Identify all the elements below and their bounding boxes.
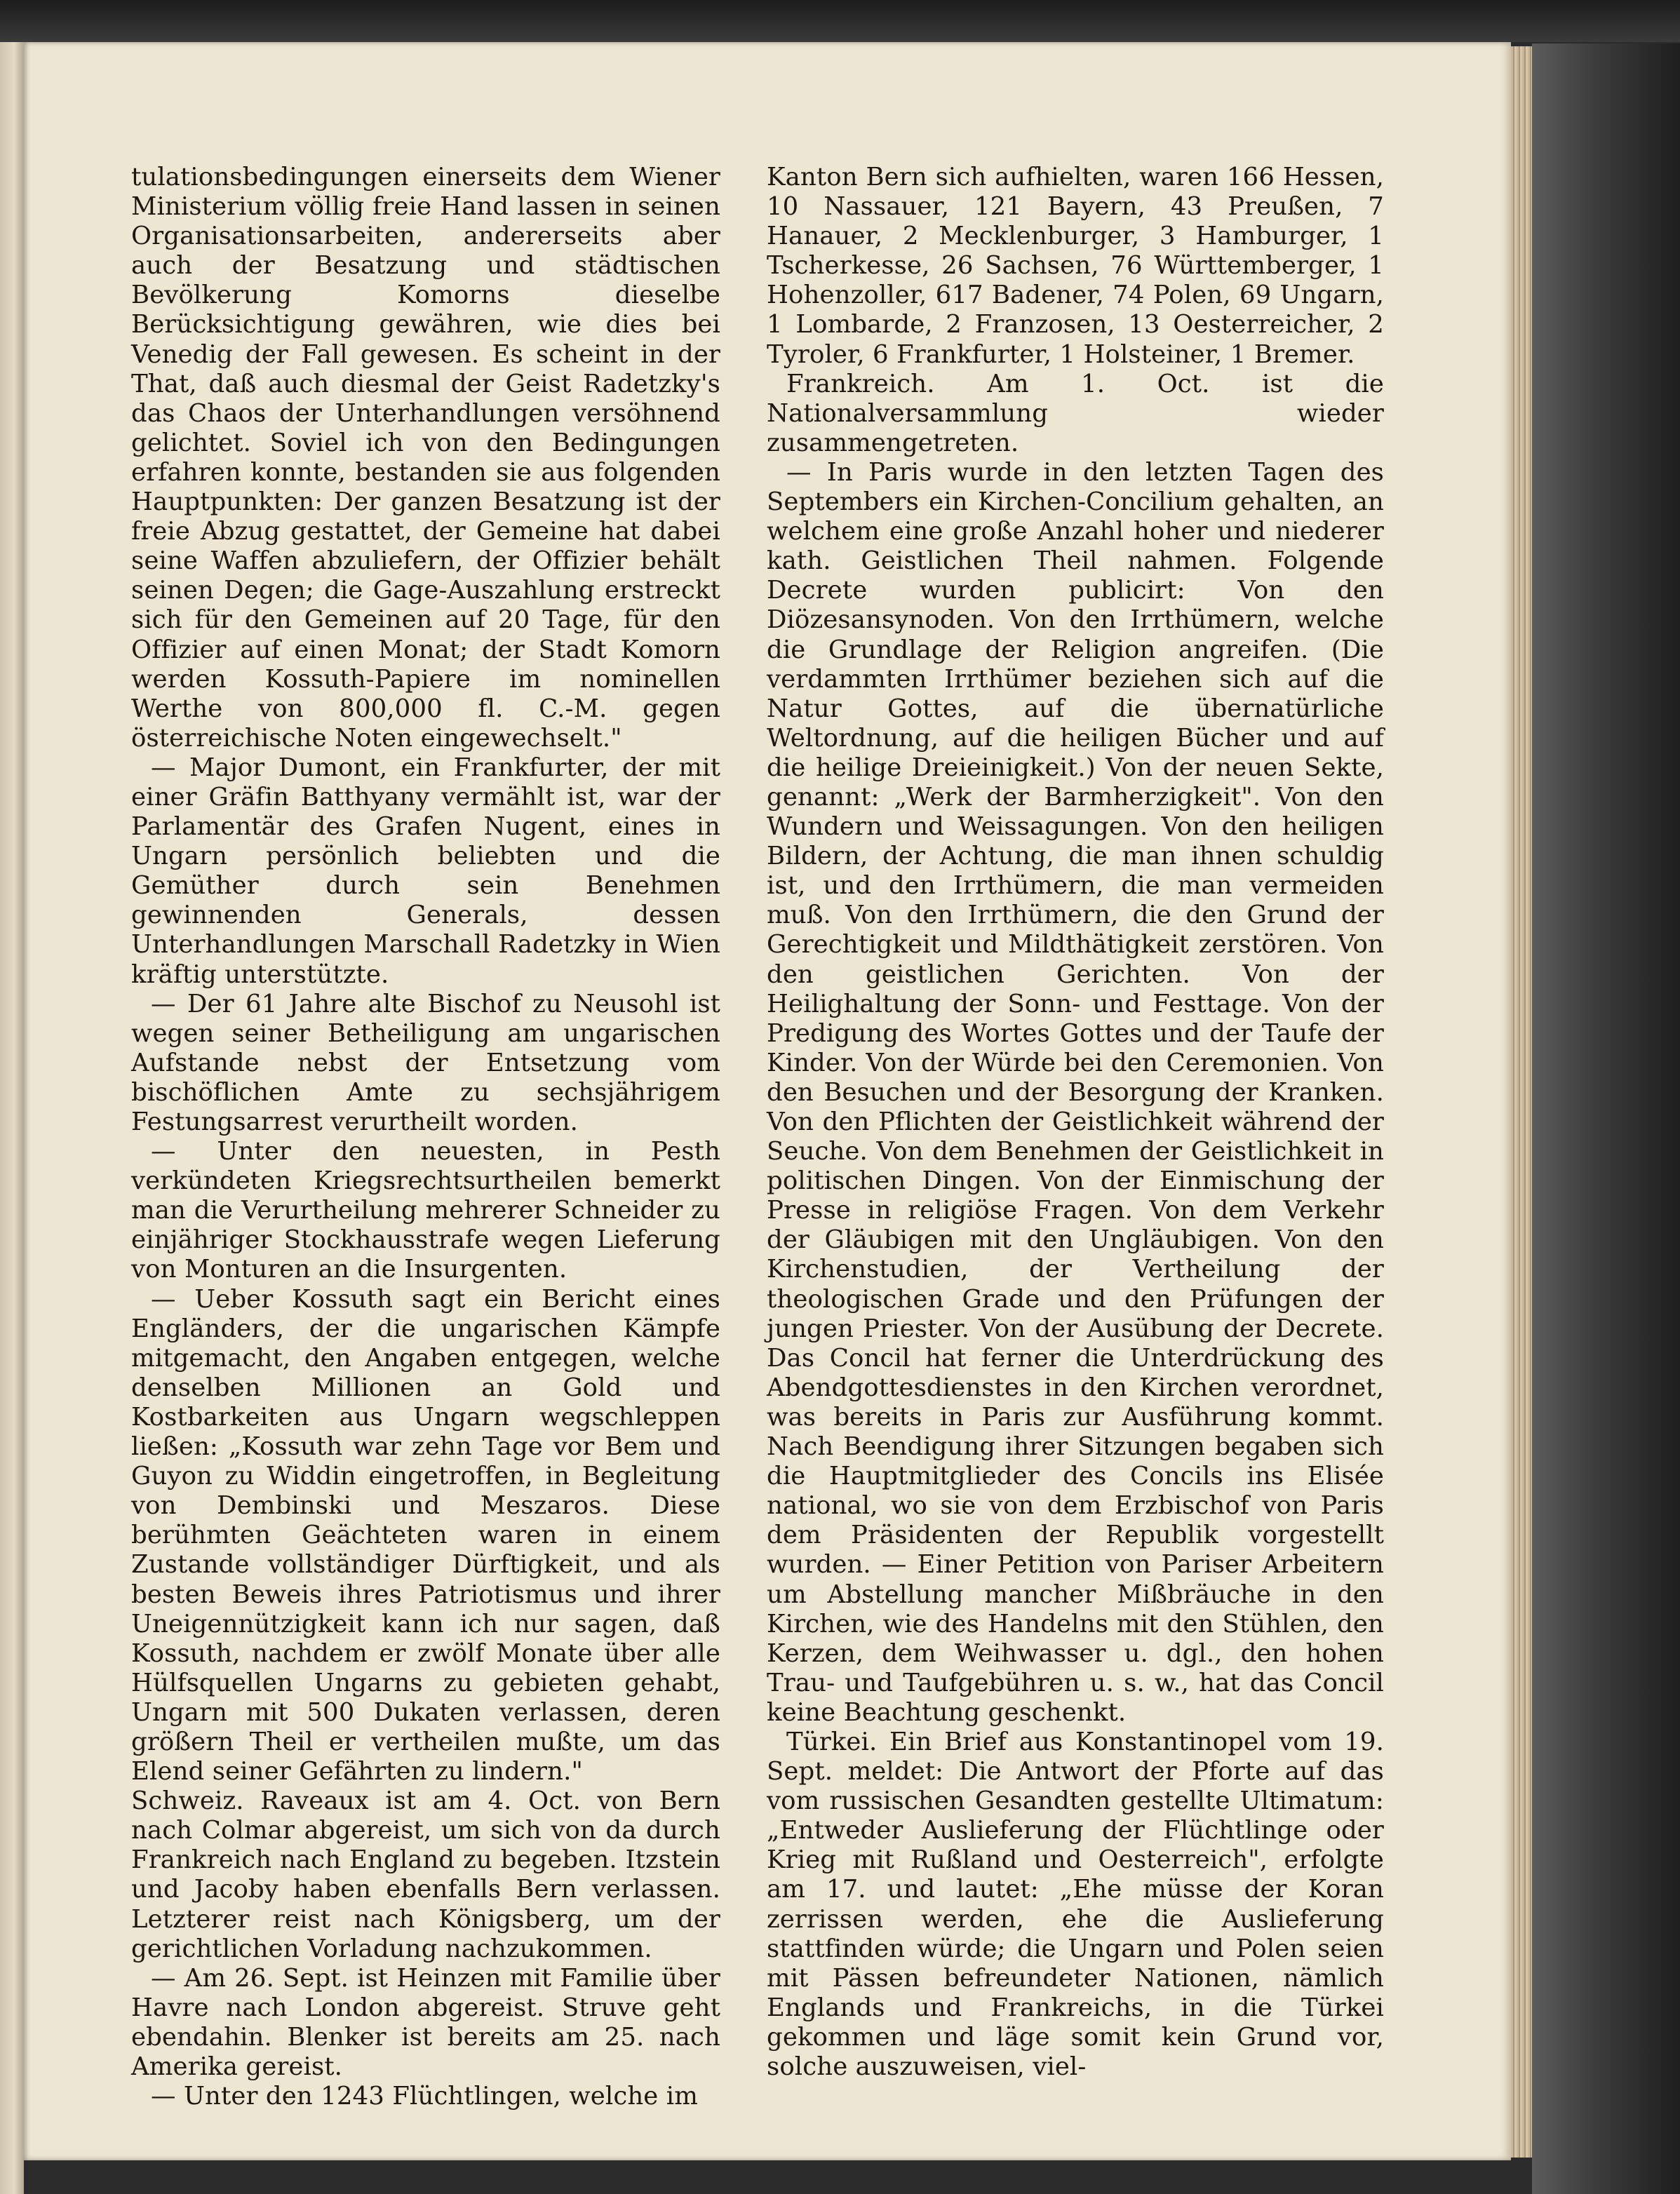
paragraph: — Ueber Kossuth sagt ein Bericht eines Engländers, der die ungarischen Kämpfe mitgemacht, den Angaben entgegen, welche denselben Millionen an Gold und Kostbarkeiten aus Ungarn wegschleppen ließen: „Kossuth war zehn Tage vor Bem und Guyon zu Widdin eingetroffen, in Begleitung von Dembinski und Meszaros. Diese berühmten Geächteten waren in einem Zustande vollständiger Dürftigkeit, und als besten Beweis ihres Patriotismus und ihrer Uneigennützigkeit kann ich nur sagen, daß Kossuth, nachdem er zwölf Monate über alle Hülfsquellen Ungarns zu gebieten gehabt, Ungarn mit 500 Dukaten verlassen, deren größern Theil er vertheilen mußte, um das Elend seiner Gefährten zu lindern." [131,1284,720,1786]
paragraph: tulationsbedingungen einerseits dem Wiener Ministerium völlig freie Hand lassen in seinen Organisationsarbeiten, andererseits aber auch der Besatzung und städtischen Bevölkerung Komorns dieselbe Berücksichtigung gewähren, wie dies bei Venedig der Fall gewesen. Es scheint in der That, daß auch diesmal der Geist Radetzky's das Chaos der Unterhandlungen versöhnend gelichtet. Soviel ich von den Bedingungen erfahren konnte, bestanden sie aus folgenden Hauptpunkten: Der ganzen Besatzung ist der freie Abzug gestattet, der Gemeine hat dabei seine Waffen abzuliefern, der Offizier behält seinen Degen; die Gage-Auszahlung erstreckt sich für den Gemeinen auf 20 Tage, für den Offizier auf einen Monat; der Stadt Komorn werden Kossuth-Papiere im nominellen Werthe von 800,000 fl. C.-M. gegen österreichische Noten eingewechselt." [131,163,720,753]
left-text-column [131,163,720,2111]
paragraph: — Der 61 Jahre alte Bischof zu Neusohl ist wegen seiner Betheiligung am ungarischen Aufstande nebst der Entsetzung vom bischöflichen Amte zu sechsjährigem Festungsarrest verurtheilt worden. [131,989,720,1136]
paragraph-schweiz: Schweiz. Raveaux ist am 4. Oct. von Bern nach Colmar abgereist, um sich von da durch Frankreich nach England zu begeben. Itzstein und Jacoby haben ebenfalls Bern verlassen. Letzterer reist nach Königsberg, um der gerichtlichen Vorladung nachzukommen. [131,1786,720,1963]
page-stack-edge [1511,46,1532,2158]
paragraph: — Unter den 1243 Flüchtlingen, welche im [151,2082,699,2111]
paragraph: — In Paris wurde in den letzten Tagen des Septembers ein Kirchen-Concilium gehalten, an welchem eine große Anzahl hoher und niederer kath. Geistlichen Theil nahmen. Folgende Decrete wurden publicirt: Von den Diözesansynoden. Von den Irrthümern, welche die Grundlage der Religion angreifen. (Die verdammten Irrthümer beziehen sich auf die Natur Gottes, auf die übernatürliche Weltordnung, auf die heiligen Bücher und auf die heilige Dreieinigkeit.) Von der neuen Sekte, genannt: „Werk der Barmherzigkeit". Von den Wundern und Weissagungen. Von den heiligen Bildern, der Achtung, die man ihnen schuldig ist, und den Irrthümern, die man vermeiden muß. Von den Irrthümern, die den Grund der Gerechtigkeit und Mildthätigkeit zerstören. Von den geistlichen Gerichten. Von der Heilighaltung der Sonn- und Festtage. Von der Predigung des Wortes Gottes und der Taufe der Kinder. Von der Würde bei den Ceremonien. Von den Besuchen und der Besorgung der Kranken. Von den Pflichten der Geistlichkeit während der Seuche. Von dem Benehmen der Geistlichkeit in politischen Dingen. Von der Einmischung der Presse in religiöse Fragen. Von dem Verkehr der Gläubigen mit den Ungläubigen. Von den Kirchenstudien, der Vertheilung der theologischen Grade und den Prüfungen der jungen Priester. Von der Ausübung der Decrete. Das Concil hat ferner die Unterdrückung des Abendgottesdienstes in den Kirchen verordnet, was bereits in Paris zur Ausführung kommt. Nach Beendigung ihrer Sitzungen begaben sich die Hauptmitglieder des Concils ins Elisée national, wo sie von dem Erzbischof von Paris dem Präsidenten der Republik vorgestellt wurden. — Einer Petition von Pariser Arbeitern um Abstellung mancher Mißbräuche in den Kirchen, wie des Handelns mit den Stühlen, den Kerzen, dem Weihwasser u. dgl., den hohen Trau- und Taufgebühren u. s. w., hat das Concil keine Beachtung geschenkt. [767,457,1384,1727]
paragraph: — Am 26. Sept. ist Heinzen mit Familie über Havre nach London abgereist. Struve geht ebendahin. Blenker ist bereits am 25. nach Amerika gereist. [131,1963,720,2081]
paragraph: Kanton Bern sich aufhielten, waren 166 Hessen, 10 Nassauer, 121 Bayern, 43 Preußen, 7 Hanauer, 2 Mecklenburger, 3 Hamburger, 1 Tscherkesse, 26 Sachsen, 76 Württemberger, 1 Hohenzoller, 617 Badener, 74 Polen, 69 Ungarn, 1 Lombarde, 2 Franzosen, 13 Oesterreicher, 2 Tyroler, 6 Frankfurter, 1 Holsteiner, 1 Bremer. [767,163,1384,369]
facing-page-edge [0,42,24,2194]
paragraph: — Unter den neuesten, in Pesth verkündeten Kriegsrechtsurtheilen bemerkt man die Verurtheilung mehrerer Schneider zu einjähriger Stockhausstrafe wegen Lieferung von Monturen an die Insurgenten. [131,1137,720,1284]
paragraph-tuerkei: Türkei. Ein Brief aus Konstantinopel vom 19. Sept. meldet: Die Antwort der Pforte auf das vom russischen Gesandten gestellte Ultimatum: „Entweder Auslieferung der Flüchtlinge oder Krieg mit Rußland und Oesterreich", erfolgte am 17. und lautet: „Ehe müsse der Koran zerrissen werden, ehe die Auslieferung stattfinden würde; die Ungarn und Polen seien mit Pässen befreundeter Nationen, nämlich Englands und Frankreichs, in die Türkei gekommen und läge somit kein Grund vor, solche auszuweisen, viel- [767,1727,1384,2081]
paragraph: — Major Dumont, ein Frankfurter, der mit einer Gräfin Batthyany vermählt ist, war der Parlamentär des Grafen Nugent, eines in Ungarn persönlich beliebten und die Gemüther durch sein Benehmen gewinnenden Generals, dessen Unterhandlungen Marschall Radetzky in Wien kräftig unterstützte. [131,753,720,989]
right-text-column [767,163,1384,2082]
scan-background-top [0,0,1680,42]
book-cover-edge [1532,43,1680,2194]
paragraph-frankreich: Frankreich. Am 1. Oct. ist die Nationalversammlung wieder zusammengetreten. [767,369,1384,457]
